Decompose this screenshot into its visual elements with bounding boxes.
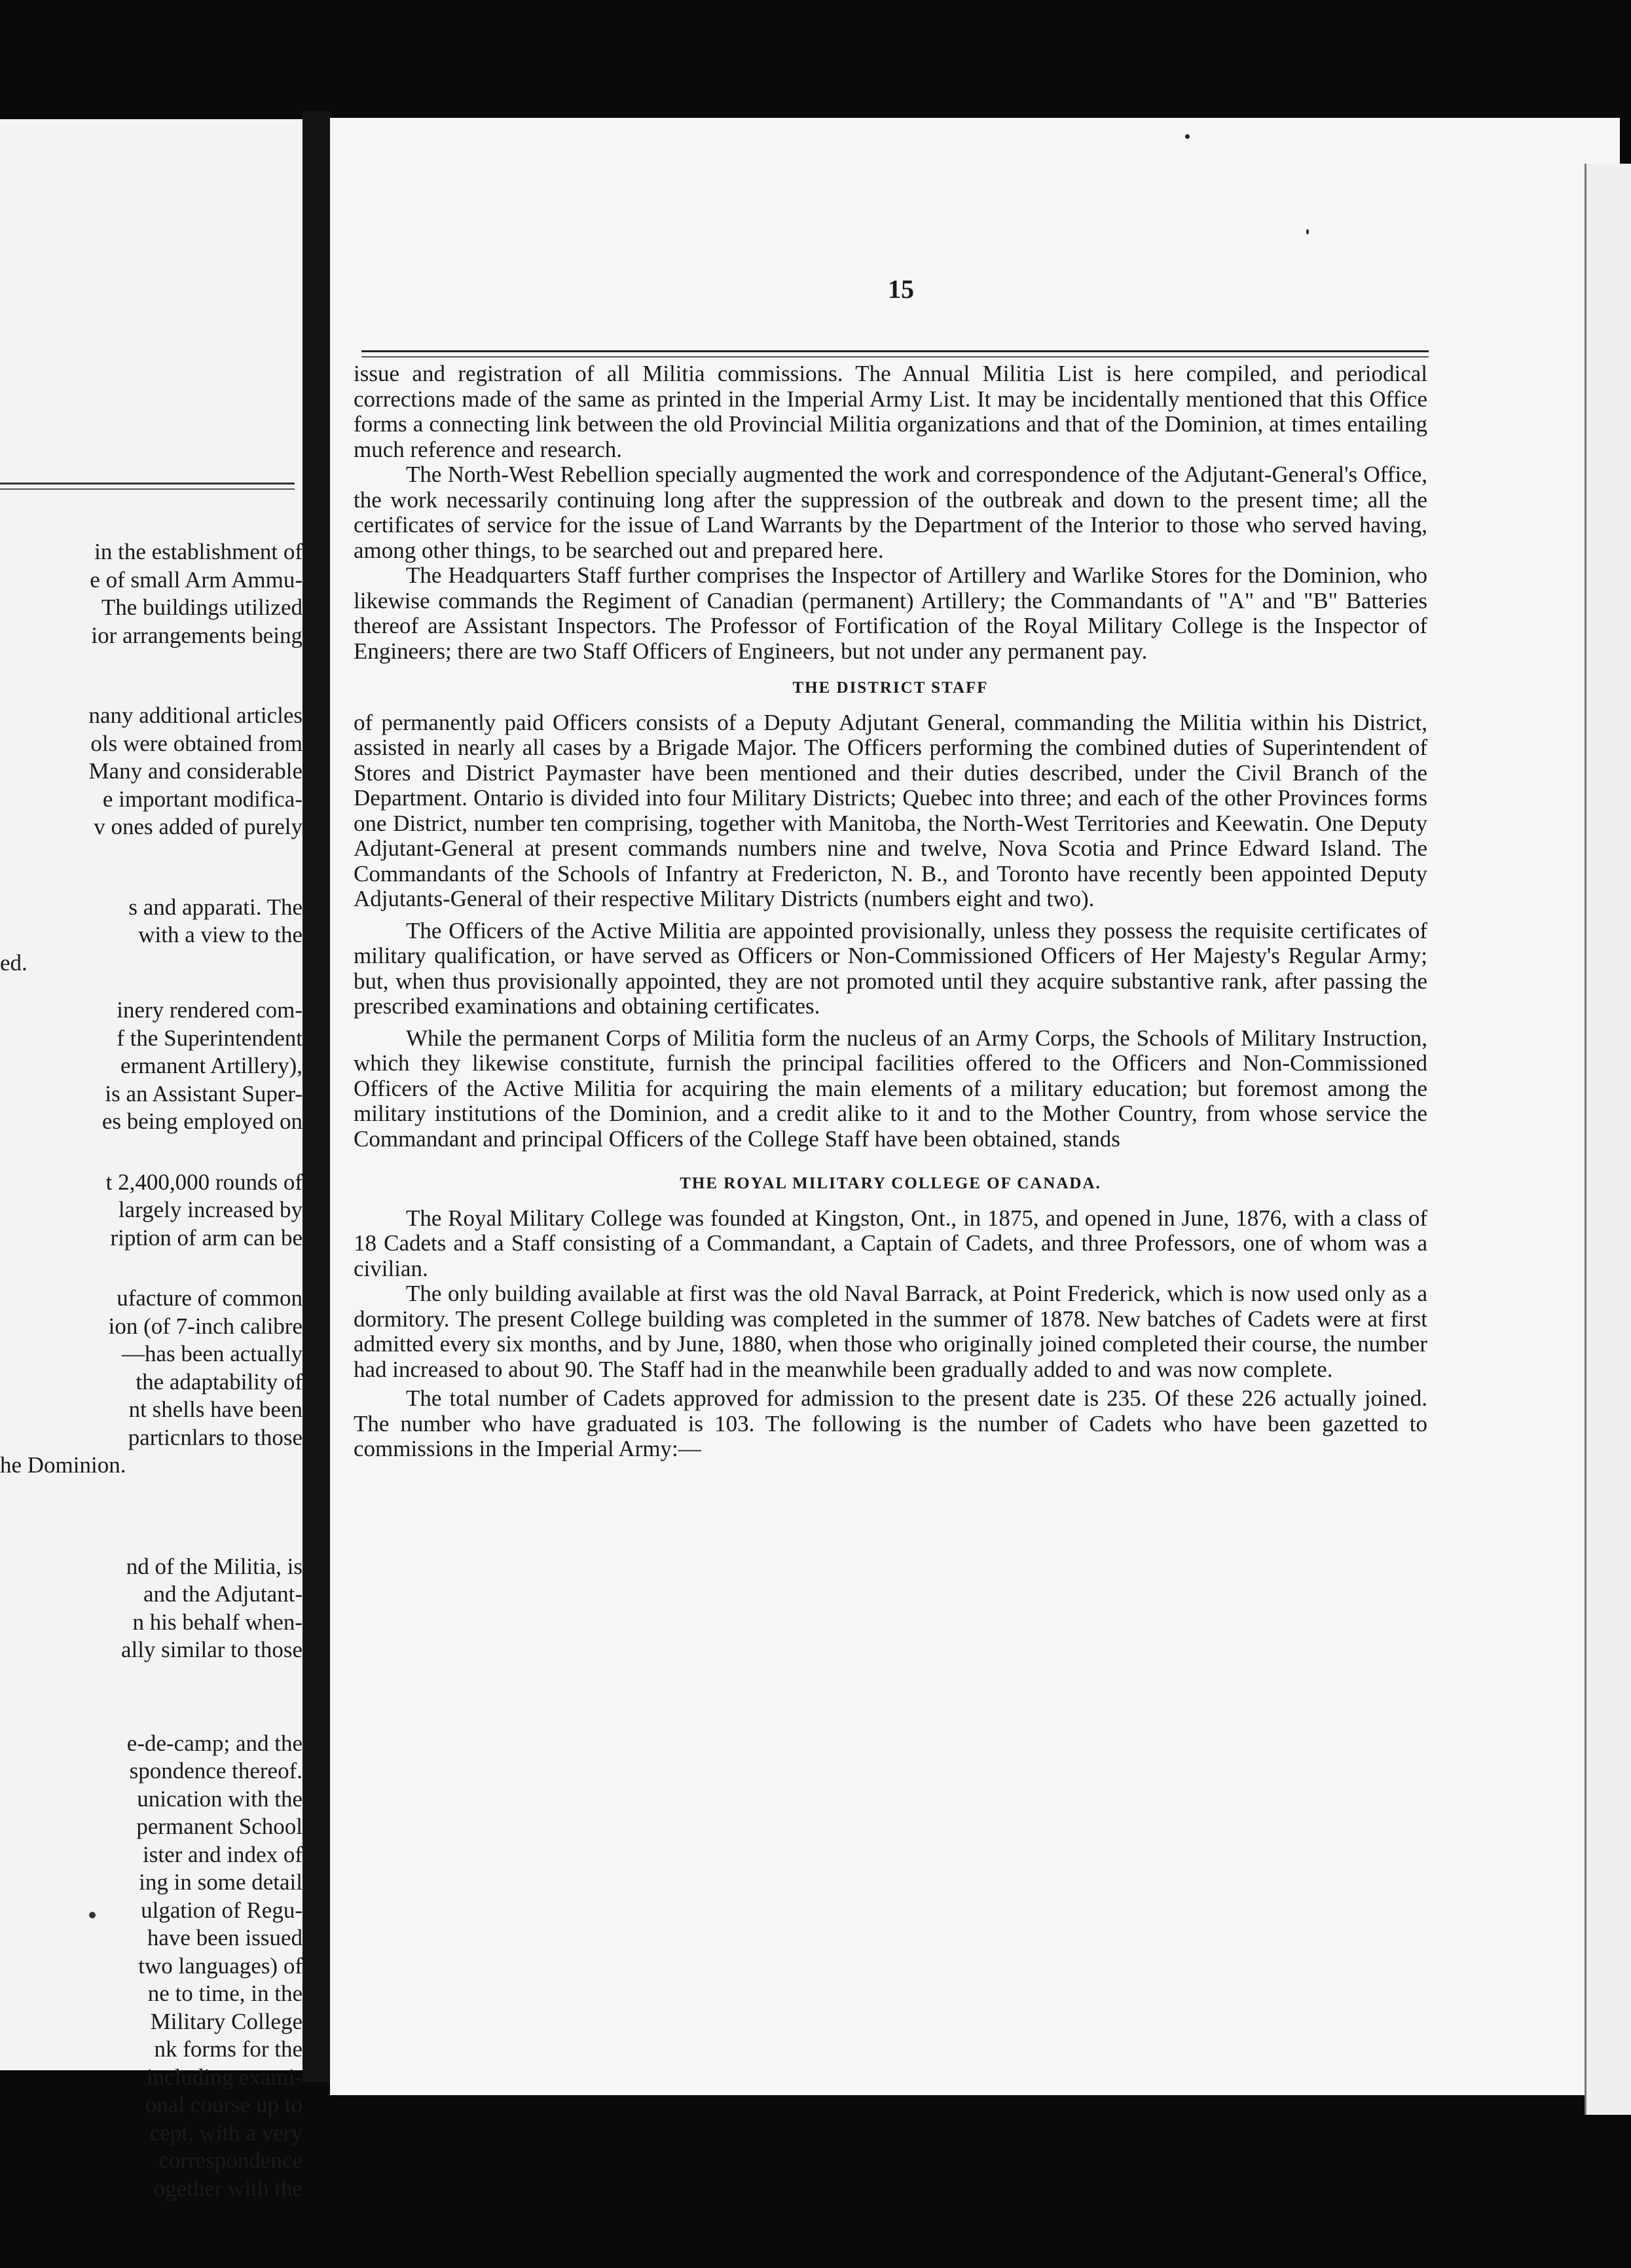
left-line: two languages) of	[138, 1952, 302, 1979]
left-line: largely increased by	[118, 1197, 302, 1222]
left-text-group-4	[0, 997, 302, 1136]
left-line: ne to time, in the	[147, 1981, 302, 2006]
left-line: n his behalf when-	[132, 1609, 302, 1635]
left-line: including exami-	[146, 2064, 302, 2090]
left-line: nd of the Militia, is	[126, 1553, 302, 1579]
ink-speck	[1306, 229, 1309, 234]
left-line: nt shells have been	[128, 1397, 302, 1422]
left-line: he Dominion.	[0, 1452, 126, 1478]
left-line: t 2,400,000 rounds of	[105, 1169, 302, 1195]
left-line: in the establishment of	[94, 539, 302, 564]
left-text-group-3	[0, 894, 302, 978]
left-line: cept, with a very	[149, 2119, 302, 2146]
left-line: have been issued	[147, 1925, 302, 1950]
page-stack-edge	[1585, 164, 1631, 2115]
left-line: ogether with the	[153, 2175, 302, 2201]
left-text-group-1	[0, 538, 302, 649]
left-line: Military College	[150, 2008, 302, 2034]
left-line: unication with the	[137, 1785, 302, 1812]
left-text-group-2	[0, 702, 302, 841]
ink-dot	[89, 1912, 96, 1918]
left-line: inery rendered com-	[117, 997, 302, 1023]
left-text-group-7	[0, 1553, 302, 1664]
left-line: ufacture of common	[117, 1285, 302, 1311]
left-line: es being employed on	[101, 1108, 302, 1134]
left-facing-page	[0, 119, 302, 2201]
left-line: e of small Arm Ammu-	[90, 566, 302, 593]
page-number: 15	[888, 274, 914, 304]
paragraph: The only building available at first was the old Naval Barrack, at Point Frederick, which is now used only as a dormitory. The present College building was completed in the summer of 1878. New batches of Cadets were at first admitted every six months, and by June, 1880, when those who originally joined completed their course, the number had increased to about 90. The Staff had in the meanwhile been gradually added to and was now complete.	[354, 1281, 1427, 1382]
left-line: permanent School	[136, 1814, 302, 1839]
left-line: nk forms for the	[154, 2036, 302, 2062]
left-line: Many and considerable	[88, 758, 302, 784]
book-spine-shadow	[302, 111, 330, 2082]
left-line: e-de-camp; and the	[126, 1730, 302, 1756]
paragraph: The Royal Military College was founded at Kingston, Ont., in 1875, and opened in June, 1876, with a class of 18 Cadets and a Staff consisting of a Commandant, a Captain of Cadets, and three Professors, one of whom was a civilian.	[354, 1205, 1427, 1281]
left-line: ription of arm can be	[110, 1224, 302, 1251]
left-line: particnlars to those	[128, 1424, 302, 1450]
left-line: correspondence	[158, 2148, 302, 2173]
left-page-rule	[0, 483, 295, 490]
section-heading-district-staff: THE DISTRICT STAFF	[792, 679, 989, 697]
left-line: the adaptability of	[136, 1368, 302, 1395]
header-rule	[361, 350, 1429, 357]
paragraph: of permanently paid Officers consists of a Deputy Adjutant General, commanding the Militia within his District, assisted in nearly all cases by a Brigade Major. The Officers performing the combined duties of Superintendent of Stores and District Paymaster have been mentioned and their duties described, under the Civil Branch of the Department. Ontario is divided into four Military Districts; Quebec into three; and each of the other Provinces forms one District, number ten comprising, together with Manitoba, the North-West Territories and Keewatin. One Deputy Adjutant-General at present commands numbers nine and twelve, Nova Scotia and Prince Edward Island. The Commandants of the Schools of Infantry at Fredericton, N. B., and Toronto have recently been appointed Deputy Adjutants-General of their respective Military Districts (numbers eight and two).	[354, 709, 1427, 911]
section-heading-royal-military-college: THE ROYAL MILITARY COLLEGE OF CANADA.	[680, 1175, 1101, 1192]
left-line: spondence thereof.	[129, 1758, 302, 1783]
left-line: ermanent Artillery),	[120, 1053, 302, 1078]
left-line: ing in some detail	[139, 1869, 302, 1895]
paragraph: issue and registration of all Militia commissions. The Annual Militia List is here compiled, and periodical corrections made of the same as printed in the Imperial Army List. It may be incidentally mentioned that this Office forms a connecting link between the old Provincial Militia organizations and that of the Dominion, at times entailing much reference and research.	[354, 361, 1427, 462]
paragraph: The Officers of the Active Militia are appointed provisionally, unless they possess the requisite certificates of military qualification, or have served as Officers or Non-Commissioned Officers of Her Majesty's Regular Army; but, when thus provisionally appointed, they are not promoted until they acquire substantive rank, after passing the prescribed examinations and obtaining certificates.	[354, 917, 1427, 1019]
left-line: ed.	[0, 949, 27, 976]
left-line: ols were obtained from	[90, 730, 302, 756]
paragraph: The Headquarters Staff further comprises the Inspector of Artillery and Warlike Stores for the Dominion, who likewise commands the Regiment of Canadian (permanent) Artillery; the Commandants of "A" and "B" Batteries thereof are Assistant Inspectors. The Professor of Fortification of the Royal Military College is the Inspector of Engineers; there are two Staff Officers of Engineers, but not under any permanent pay.	[354, 562, 1427, 664]
left-line: ior arrangements being	[91, 622, 302, 648]
left-line: v ones added of purely	[94, 814, 302, 839]
left-text-group-8	[0, 1730, 302, 2203]
left-line: s and apparati. The	[128, 894, 302, 920]
left-page-text	[0, 538, 302, 2203]
left-line: ion (of 7-inch calibre	[108, 1313, 302, 1339]
left-line: e important modifica-	[102, 786, 302, 812]
page-body	[354, 361, 1427, 1462]
left-line: —has been actually	[121, 1341, 302, 1366]
ink-speck	[1185, 134, 1190, 139]
left-line: with a view to the	[138, 922, 302, 947]
left-line: and the Adjutant-	[143, 1581, 302, 1607]
paragraph: While the permanent Corps of Militia form the nucleus of an Army Corps, the Schools of Military Instruction, which they likewise constitute, furnish the principal facilities offered to the Officers and Non-Commissioned Officers of the Active Militia for acquiring the main elements of a military education; but foremost among the military institutions of the Dominion, and a credit alike to it and to the Mother Country, from whose service the Commandant and principal Officers of the College Staff have been obtained, stands	[354, 1025, 1427, 1152]
left-line: nany additional articles	[88, 703, 302, 728]
paragraph: The North-West Rebellion specially augmented the work and correspondence of the Adjutant-General's Office, the work necessarily continuing long after the suppression of the outbreak and down to the present time; all the certificates of service for the issue of Land Warrants by the Department of the Interior to those who served having, among other things, to be searched out and prepared here.	[354, 462, 1427, 563]
left-text-group-6	[0, 1285, 302, 1480]
left-line: f the Superintendent	[117, 1025, 302, 1051]
left-line: ally similar to those	[120, 1637, 302, 1662]
left-line: ulgation of Regu-	[141, 1897, 302, 1923]
left-line: ister and index of	[143, 1841, 302, 1867]
left-text-group-5	[0, 1169, 302, 1253]
left-line: onal course up to	[145, 2092, 302, 2117]
paragraph: The total number of Cadets approved for admission to the present date is 235. Of these 226 actually joined. The number who have graduated is 103. The following is the number of Cadets who have been gazetted to commissions in the Imperial Army:—	[354, 1385, 1427, 1461]
left-line: The buildings utilized	[101, 594, 302, 620]
left-line: is an Assistant Super-	[105, 1080, 302, 1107]
